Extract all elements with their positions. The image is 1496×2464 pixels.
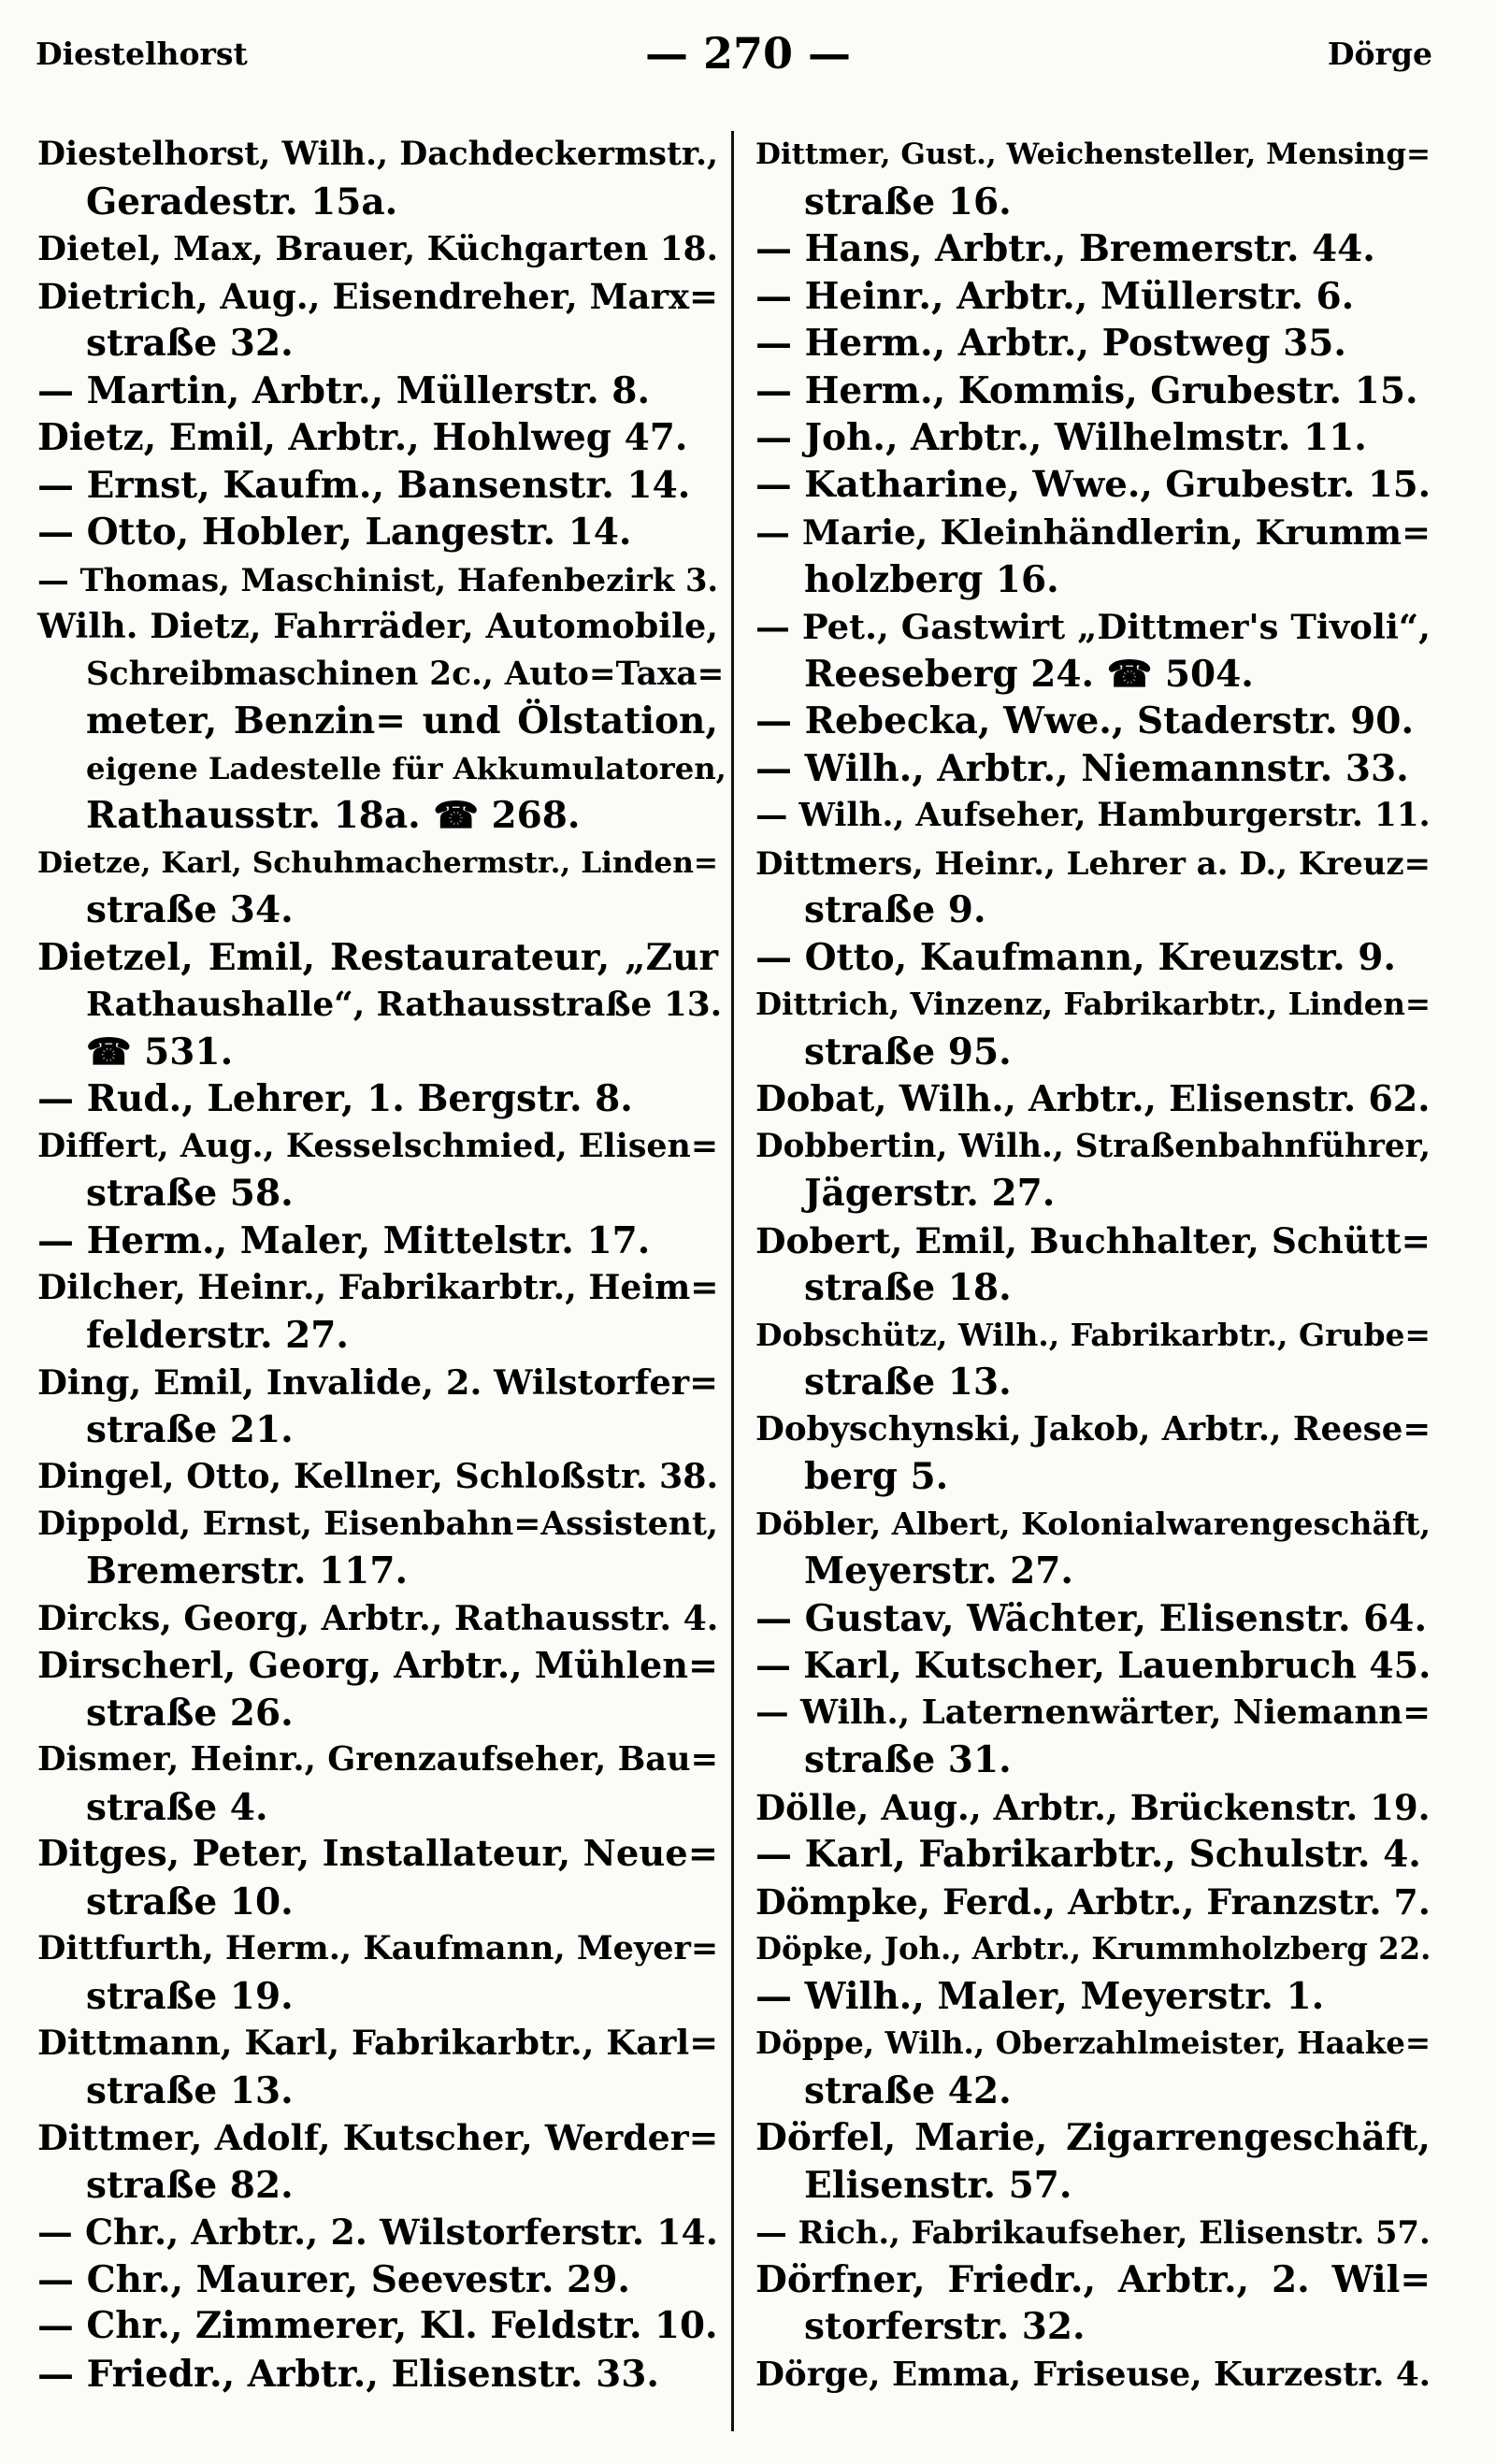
entry-line: Dietz, Emil, Arbtr., Hohlweg 47. [37,416,688,459]
directory-entry [755,2020,1431,2114]
entry-line: — Hans, Arbtr., Bremerstr. 44. [755,227,1375,270]
entry-continuation-line: straße 18. [804,1266,1012,1309]
running-head-right: Dörge [1327,36,1432,72]
directory-entry [755,2351,1431,2399]
directory-entry [755,981,1431,1075]
directory-entry [37,1501,718,1595]
directory-entry [37,2209,718,2256]
entry-line: Dömpke, Ferd., Arbtr., Franzstr. 7. [755,1880,1431,1923]
entry-line: Dietrich, Aug., Eisendreher, Marx= [37,275,718,317]
right-column [755,131,1431,2398]
entry-line: Dobbertin, Wilh., Straßenbahnführer, [755,1127,1431,1165]
directory-entry [37,225,718,273]
entry-continuation-line: straße 31. [804,1738,1012,1781]
entry-line: Dörfel, Marie, Zigarrengeschäft, [755,2116,1431,2159]
entry-continuation-line: Bremerstr. 117. [86,1549,409,1592]
entry-line: — Rich., Fabrikaufseher, Elisenstr. 57. [755,2213,1431,2251]
entry-line: — Wilh., Aufseher, Hamburgerstr. 11. [755,797,1431,834]
entry-line: — Gustav, Wächter, Elisenstr. 64. [755,1596,1428,1640]
directory-entry [755,273,1431,321]
entry-continuation-line: Jägerstr. 27. [804,1172,1056,1215]
entry-line: — Katharine, Wwe., Grubestr. 15. [755,463,1431,506]
entry-line: Differt, Aug., Kesselschmied, Elisen= [37,1126,718,1165]
directory-entry [755,1075,1431,1123]
entry-line: Döbler, Albert, Kolonialwarengeschäft, [755,1505,1431,1542]
entry-continuation-line: Geradestr. 15a. [86,180,398,223]
directory-entry [37,1595,718,1643]
page-number: — 270 — [644,28,852,79]
directory-entry [37,414,718,462]
directory-entry [755,462,1431,510]
directory-entry [755,1784,1431,1832]
directory-entry [37,509,718,556]
entry-continuation-line: Schreibmaschinen 2c., Auto=Taxa= [86,655,725,693]
directory-entry [755,1690,1431,1784]
directory-entry [37,1831,718,1925]
entry-line: — Friedr., Arbtr., Elisenstr. 33. [37,2352,659,2396]
entry-continuation-line: Rathaushalle“, Rathausstraße 13. [86,985,723,1024]
entry-continuation-line: Elisenstr. 57. [804,2163,1072,2207]
entry-line: — Rebecka, Wwe., Staderstr. 90. [755,699,1415,742]
entry-continuation-line: straße 26. [86,1691,294,1735]
entry-line: Dittmer, Adolf, Kutscher, Werder= [37,2116,719,2158]
entry-line: — Herm., Maler, Mittelstr. 17. [37,1218,651,1262]
directory-entry [37,1736,718,1831]
entry-line: Dittmer, Gust., Weichensteller, Mensing= [755,137,1431,171]
entry-line: — Thomas, Maschinist, Hafenbezirk 3. [37,560,719,598]
running-head-left: Diestelhorst [36,36,248,72]
entry-continuation-line: straße 34. [86,888,294,931]
directory-entry [755,840,1431,934]
directory-entry [755,1123,1431,1218]
entry-line: — Wilh., Laternenwärter, Niemann= [755,1693,1431,1732]
entry-continuation-line: straße 4. [86,1785,268,1829]
directory-entry [755,414,1431,462]
entry-line: Ditges, Peter, Installateur, Neue= [37,1833,718,1875]
directory-entry [755,131,1431,225]
entry-continuation-line: straße 32. [86,322,294,365]
directory-entry [37,131,718,225]
entry-line: — Otto, Hobler, Langestr. 14. [37,511,632,554]
entry-line: Dobyschynski, Jakob, Arbtr., Reese= [755,1409,1431,1448]
directory-entry [755,745,1431,793]
entry-line: Dirscherl, Georg, Arbtr., Mühlen= [37,1644,718,1686]
entry-line: Dölle, Aug., Arbtr., Brückenstr. 19. [755,1786,1431,1828]
directory-entry [755,2209,1431,2256]
directory-entry [37,934,723,1076]
entry-continuation-line: straße 19. [86,1974,294,2018]
entry-line: — Martin, Arbtr., Müllerstr. 8. [37,368,651,412]
entry-continuation-line: holzberg 16. [804,557,1059,601]
directory-entry [755,698,1431,745]
entry-line: — Ernst, Kaufm., Bansenstr. 14. [37,463,691,507]
entry-line: — Karl, Kutscher, Lauenbruch 45. [755,1644,1431,1686]
entry-line: Döppe, Wilh., Oberzahlmeister, Haake= [755,2025,1431,2061]
entry-continuation-line: felderstr. 27. [86,1313,349,1357]
entry-line: Ding, Emil, Invalide, 2. Wilstorfer= [37,1362,718,1403]
entry-line: — Chr., Maurer, Seevestr. 29. [37,2257,630,2301]
entry-continuation-line: straße 9. [804,888,986,931]
entry-continuation-line: straße 13. [804,1361,1012,1404]
directory-entry [37,556,718,604]
directory-entry [37,1925,718,2020]
directory-entry [755,2256,1431,2351]
directory-entry [755,509,1431,603]
entry-continuation-line: straße 82. [86,2163,294,2207]
directory-entry [37,1453,718,1501]
entry-line: — Chr., Arbtr., 2. Wilstorferstr. 14. [37,2211,718,2253]
entry-line: — Herm., Kommis, Grubestr. 15. [755,368,1418,412]
entry-line: Dittmers, Heinr., Lehrer a. D., Kreuz= [755,843,1431,882]
entry-line: — Rud., Lehrer, 1. Bergstr. 8. [37,1077,633,1120]
directory-entry [755,367,1431,415]
directory-entry [755,1406,1431,1501]
entry-continuation-line: storferstr. 32. [804,2305,1086,2348]
entry-continuation-line: ☎ 531. [86,1030,234,1073]
entry-continuation-line: Meyerstr. 27. [804,1549,1073,1592]
entry-continuation-line: straße 10. [86,1880,294,1924]
directory-entry [37,1359,718,1453]
directory-entry [755,934,1431,982]
directory-entry [755,2114,1431,2209]
entry-line: Wilh. Dietz, Fahrräder, Automobile, [37,606,718,646]
entry-line: Dittmann, Karl, Fabrikarbtr., Karl= [37,2023,719,2063]
column-divider [731,131,734,2431]
entry-continuation-line: meter, Benzin= und Ölstation, [86,699,718,742]
entry-continuation-line: straße 16. [804,180,1012,223]
directory-entry [755,1642,1431,1690]
directory-entry [37,367,718,415]
directory-entry [37,2020,718,2114]
directory-entry [755,320,1431,367]
entry-line: Dietze, Karl, Schuhmachermstr., Linden= [37,845,718,880]
directory-entry [37,840,718,934]
entry-line: Dobschütz, Wilh., Fabrikarbtr., Grube= [755,1316,1431,1353]
directory-entry [755,1925,1431,1973]
directory-entry [755,1218,1431,1312]
directory-entry [37,2256,718,2304]
entry-line: Dilcher, Heinr., Fabrikarbtr., Heim= [37,1267,719,1307]
entry-line: — Heinr., Arbtr., Müllerstr. 6. [755,274,1355,318]
entry-continuation-line: Reeseberg 24. ☎ 504. [804,652,1254,696]
entry-line: Dietel, Max, Brauer, Küchgarten 18. [37,229,718,268]
entry-continuation-line: eigene Ladestelle für Akkumulatoren, [86,750,726,786]
entry-line: — Wilh., Maler, Meyerstr. 1. [755,1974,1325,2018]
entry-continuation-line: straße 95. [804,1030,1012,1073]
entry-line: Dingel, Otto, Kellner, Schloßstr. 38. [37,1456,719,1496]
entry-continuation-line: straße 42. [804,2068,1012,2112]
directory-entry [755,1501,1431,1595]
entry-line: Dircks, Georg, Arbtr., Rathausstr. 4. [37,1597,719,1638]
directory-entry [755,1973,1431,2021]
directory-entry [755,225,1431,273]
entry-line: Dörge, Emma, Friseuse, Kurzestr. 4. [755,2354,1431,2394]
entry-line: Dippold, Ernst, Eisenbahn=Assistent, [37,1504,718,1543]
directory-entry [37,273,718,367]
directory-entry [755,792,1431,840]
directory-entry [755,1879,1431,1926]
entry-continuation-line: straße 58. [86,1172,294,1215]
directory-entry [755,1595,1431,1643]
directory-entry [37,1075,718,1123]
directory-entry [37,462,718,510]
directory-entry [37,1264,718,1359]
entry-line: — Joh., Arbtr., Wilhelmstr. 11. [755,416,1367,459]
entry-line: Dobert, Emil, Buchhalter, Schütt= [755,1219,1431,1261]
entry-line: Dittfurth, Herm., Kaufmann, Meyer= [37,1929,719,1967]
directory-entry [37,1218,718,1265]
entry-line: Dörfner, Friedr., Arbtr., 2. Wil= [755,2257,1431,2301]
entry-continuation-line: straße 21. [86,1407,294,1451]
directory-entry [755,1831,1431,1879]
left-column [37,131,726,2398]
entry-line: — Otto, Kaufmann, Kreuzstr. 9. [755,935,1397,979]
entry-line: Döpke, Joh., Arbtr., Krummholzberg 22. [755,1931,1431,1967]
entry-line: — Pet., Gastwirt „Dittmer's Tivoli“, [755,606,1431,647]
entry-continuation-line: Rathausstr. 18a. ☎ 268. [86,794,581,837]
directory-entry [37,2114,718,2209]
entry-line: Dittrich, Vinzenz, Fabrikarbtr., Linden= [755,987,1431,1022]
entry-line: Diestelhorst, Wilh., Dachdeckermstr., [37,136,718,173]
entry-line: — Chr., Zimmerer, Kl. Feldstr. 10. [37,2305,718,2347]
entry-line: — Karl, Fabrikarbtr., Schulstr. 4. [755,1833,1421,1876]
directory-entry [37,2303,718,2351]
directory-entry [755,603,1431,698]
entry-line: — Marie, Kleinhändlerin, Krumm= [755,512,1431,553]
entry-line: Dismer, Heinr., Grenzaufseher, Bau= [37,1740,718,1779]
directory-entry [755,1312,1431,1406]
entry-continuation-line: straße 13. [86,2068,294,2112]
entry-line: Dobat, Wilh., Arbtr., Elisenstr. 62. [755,1077,1431,1119]
directory-entry [37,603,726,840]
entry-line: Dietzel, Emil, Restaurateur, „Zur [37,935,718,979]
directory-entry [37,2351,718,2399]
entry-continuation-line: berg 5. [804,1455,949,1498]
directory-entry [37,1642,718,1736]
entry-line: — Wilh., Arbtr., Niemannstr. 33. [755,746,1409,790]
directory-entry [37,1123,718,1218]
entry-line: — Herm., Arbtr., Postweg 35. [755,322,1346,365]
